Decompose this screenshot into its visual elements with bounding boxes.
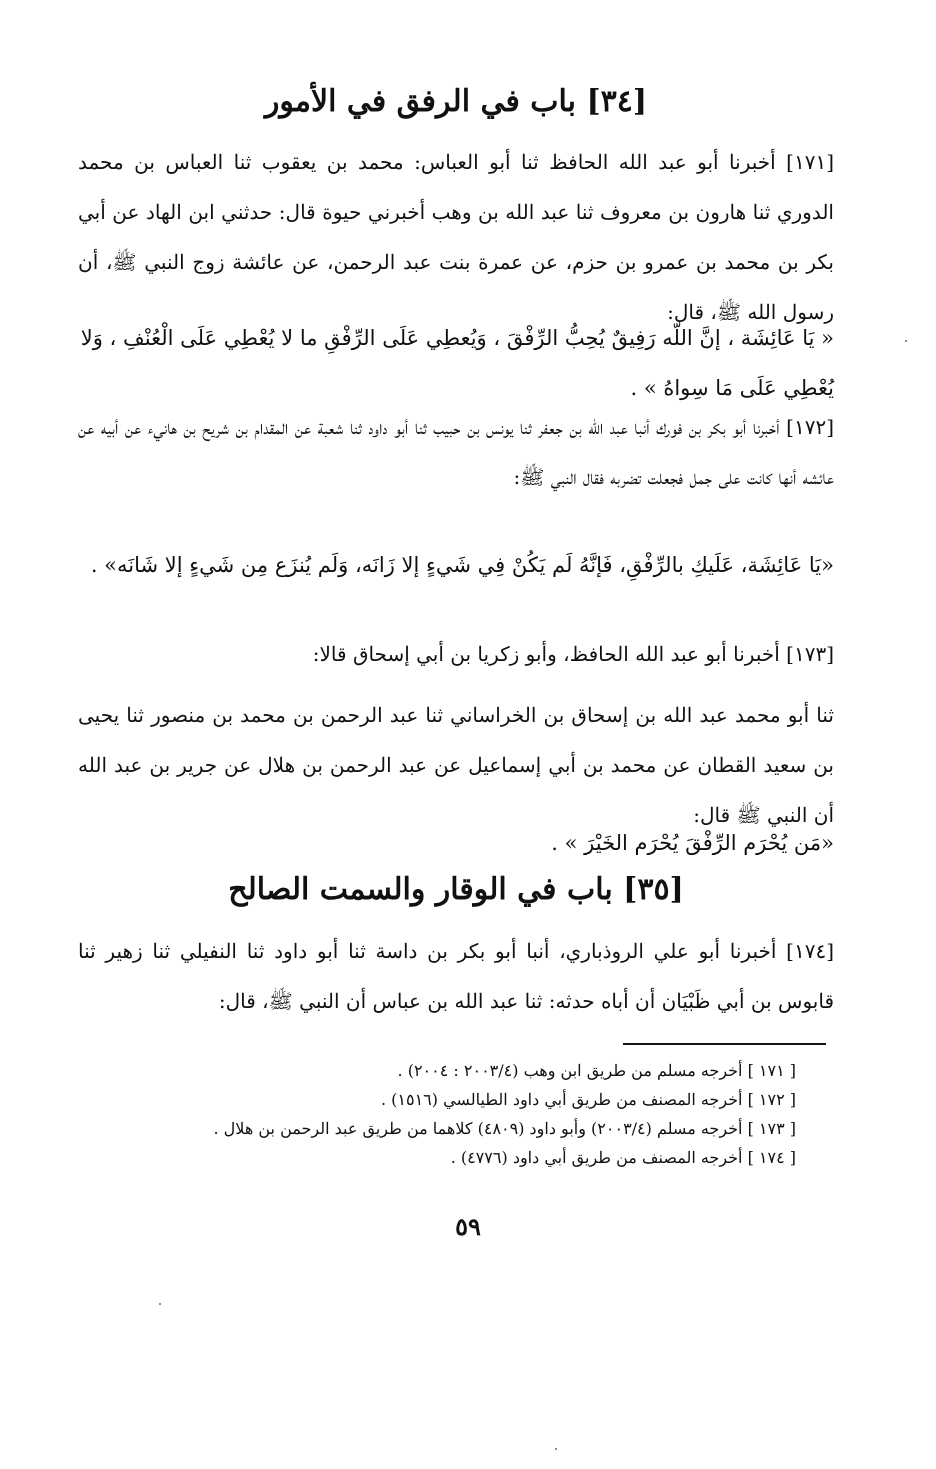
hadith-174-isnad [78, 926, 834, 1026]
hadith-173-isnad [78, 629, 834, 679]
chapter-title: [٣٥] باب في الوقار والسمت الصالح [228, 872, 684, 907]
hadith-text: « يَا عَائِشَة ، إنَّ اللّه رَفِيقٌ يُحِبُّ الرِّفْقَ ، وَيُعطِي عَلَى الرِّفْقِ ما لا يُعْطِي عَلَى الْعُنْفِ ، وَلا يُعْطِي عَلَى مَا سِواهُ » . [80, 326, 834, 400]
page-number: ٥٩ [455, 1212, 481, 1241]
isnad-text: ثنا أبو محمد عبد الله بن إسحاق بن الخراساني ثنا عبد الرحمن بن محمد بن منصور ثنا يحيى بن سعيد القطان عن محمد بن أبي إسماعيل عن عبد الرحمن بن هلال عن جرير بن عبد الله أن النبي ﷺ قال: [78, 703, 834, 827]
hadith-text: «مَن يُحْرَم الرِّفْقَ يُحْرَم الخَيْرَ » . [551, 831, 834, 855]
footnote-172: [ ١٧٢ ] أخرجه المصنف من طريق أبي داود الطيالسي (١٥١٦) . [380, 1090, 796, 1109]
hadith-172-text [78, 540, 834, 590]
hadith-173-text [78, 818, 834, 868]
scan-speck [905, 340, 907, 342]
footnotes [100, 1056, 796, 1172]
isnad-text: [١٧١] أخبرنا أبو عبد الله الحافظ ثنا أبو العباس: محمد بن يعقوب ثنا العباس بن محمد الدوري ثنا هارون بن معروف ثنا عبد الله بن وهب أخبرني حيوة قال: حدثني ابن الهاد عن أبي بكر بن محمد بن عمرو بن حزم، عن عمرة بنت عبد الرحمن، عن عائشة زوج النبي ﷺ، أن رسول الله ﷺ، قال: [78, 150, 834, 324]
scan-speck [159, 1303, 161, 1305]
hadith-171-isnad [78, 137, 834, 337]
chapter-title: [٣٤] باب في الرفق في الأمور [264, 84, 648, 119]
footnote-171: [ ١٧١ ] أخرجه مسلم من طريق ابن وهب (٢٠٠٣/٤ : ٢٠٠٤) . [397, 1061, 796, 1080]
isnad-text: [١٧٣] أخبرنا أبو عبد الله الحافظ، وأبو زكريا بن أبي إسحاق قالا: [312, 642, 834, 666]
footnote-174: [ ١٧٤ ] أخرجه المصنف من طريق أبي داود (٤٧٧٦) . [450, 1148, 796, 1167]
isnad-text: [١٧٢] أخبرنا أبو بكر بن فورك أنبا عبد الله بن جعفر ثنا يونس بن حبيب ثنا أبو داود ثنا شعبة عن المقدام بن شريح بن هانيء عن أبيه عن عائشه أنها كانت على جمل فجعلت تضربه فقال النبي ﷺ: [78, 415, 834, 489]
isnad-text: [١٧٤] أخبرنا أبو علي الروذباري، أنبا أبو بكر بن داسة ثنا أبو داود ثنا النفيلي ثنا زهير ثنا قابوس بن أبي ظَبْيَان أن أباه حدثه: ثنا عبد الله بن عباس أن النبي ﷺ، قال: [78, 939, 834, 1013]
scan-speck [555, 1448, 557, 1450]
hadith-text: «يَا عَائِشَة، عَلَيكِ بالرِّفْقِ، فَإنَّهُ لَم يَكُنْ فِي شَيءٍ إلا زَانَه، وَلَم يُنزَع مِن شَيءٍ إلا شَانَه» . [90, 553, 834, 577]
chapter-heading-34 [78, 84, 834, 120]
chapter-heading-35 [78, 872, 834, 908]
hadith-171-text [78, 313, 834, 413]
hadith-172-isnad [78, 402, 834, 502]
footnote-divider [623, 1043, 826, 1045]
footnote-173: [ ١٧٣ ] أخرجه مسلم (٢٠٠٣/٤) وأبو داود (٤٨٠٩) كلاهما من طريق عبد الرحمن بن هلال . [213, 1119, 796, 1138]
